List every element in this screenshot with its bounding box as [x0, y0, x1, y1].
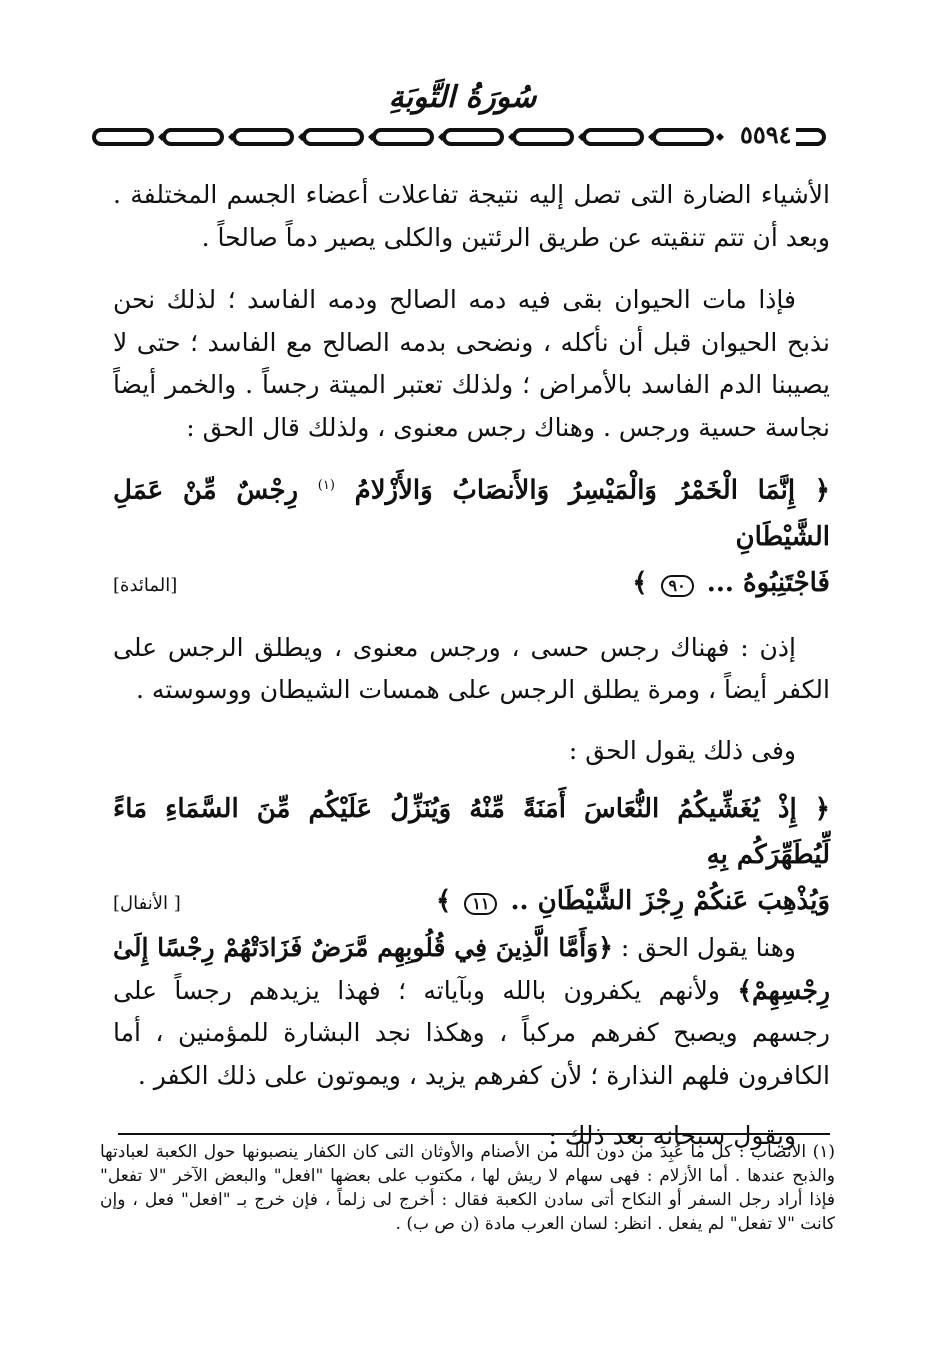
footnote-divider — [118, 1133, 830, 1135]
verse-source: [ الأنفال] — [113, 893, 181, 915]
paragraph-3: إذن : فهناك رجس حسى ، ورجس معنوى ، ويطلق الرجس على الكفر أيضاً ، ومرة يطلق الرجس على همسات الشيطان ووسوسته . — [113, 632, 830, 705]
verse-text: رِجْسٌ مِّنْ عَمَلِ الشَّيْطَانِ — [113, 475, 830, 552]
ornamental-border — [90, 124, 830, 150]
footnote-marker: (١) — [317, 478, 335, 493]
verse-text: وَيُذْهِبَ عَنكُمْ رِجْزَ الشَّيْطَانِ .. — [510, 886, 830, 917]
paragraph-2: فإذا مات الحيوان بقى فيه دمه الصالح ودمه الفاسد ؛ لذلك نحن نذبح الحيوان قبل أن نأكله ، ونضحى بدمه الصالح مع الفاسد ؛ حتى لا يصيبنا الدم الفاسد بالأمراض ؛ ولذلك تعتبر الميتة رجساً . والخمر أيضاً نجاسة حسية ورجس . وهناك رجس معنوى ، ولذلك قال الحق : — [113, 285, 830, 442]
verse-line-1 — [113, 463, 830, 560]
main-text — [113, 174, 830, 1158]
verse-line-1: ﴿ إِذْ يُغَشِّيكُمُ النُّعَاسَ أَمَنَةً مِّنْهُ وَيُنَزِّلُ عَلَيْكُم مِّنَ السَّمَاءِ مَاءً لِّيُطَهِّرَكُم بِهِ — [113, 794, 830, 871]
verse-text: فَاجْتَنِبُوهُ ... — [706, 567, 830, 598]
verse-al-anfal — [113, 786, 830, 927]
page-number: ٥٥٩٤ — [736, 120, 796, 149]
verse-line-2 — [113, 878, 830, 927]
verse-bracket: ﴾ — [632, 567, 648, 598]
paragraph-5-rest: ولأنهم يكفرون بالله وبآياته ؛ فهذا يزيدهم رجساً على رجسهم ويصبح كفرهم مركباً ، وهكذا نجد البشارة للمؤمنين ، أما الكافرون فلهم النذارة ؛ لأن كفرهم يزيد ، ويموتون على ذلك الكفر . — [113, 975, 830, 1090]
verse-al-maidah — [113, 463, 830, 609]
surah-title: سُورَةُ التَّوبَةِ — [388, 80, 537, 115]
paragraph-4: وفى ذلك يقول الحق : — [568, 735, 796, 765]
verse-bracket: ﴾ — [435, 886, 452, 917]
paragraph-1: الأشياء الضارة التى تصل إليه نتيجة تفاعلات أعضاء الجسم المختلفة . وبعد أن تتم تنقيته عن طريق الرئتين والكلى يصير دماً صالحاً . — [113, 180, 830, 252]
inline-verse: ﴿وَأَمَّا الَّذِينَ فِي قُلُوبِهِم مَّرَضٌ فَزَادَتْهُمْ رِجْسًا إِلَىٰ رِجْسِهِمْ﴾ — [113, 933, 830, 1005]
verse-text: ﴿ إِنَّمَا الْخَمْرُ وَالْمَيْسِرُ وَالأَنصَابُ وَالأَزْلامُ — [354, 475, 830, 506]
paragraph-6: ويقول سبحانه بعد ذلك : — [548, 1121, 796, 1151]
ayah-number: ١١ — [464, 893, 497, 915]
footnote: (١) الأنصاب : كل ما عُبِدَ من دون الله من الأصنام والأوثان التى كان الكفار ينصبونها حول الكعبة لعبادتها والذبح عندها . أما الأزلام : فهى سهام لا ريش لها ، مكتوب على بعضها "افعل" والبعض الآخر "لا تفعل" فإذا أراد رجل السفر أو النكاح أتى سادن الكعبة فقال : أخرج لى زلماً ، فإن خرج بـ "افعل" فعل ، وإن كانت "لا تفعل" لم يفعل . انظر: لسان العرب مادة (ن ص ب) . — [100, 1142, 835, 1234]
verse-line-2 — [113, 560, 830, 609]
verse-source: [المائدة] — [113, 574, 178, 596]
paragraph-5 — [113, 927, 830, 1097]
ayah-number: ٩٠ — [661, 575, 694, 597]
paragraph-5-intro: وهنا يقول الحق : — [620, 933, 796, 963]
